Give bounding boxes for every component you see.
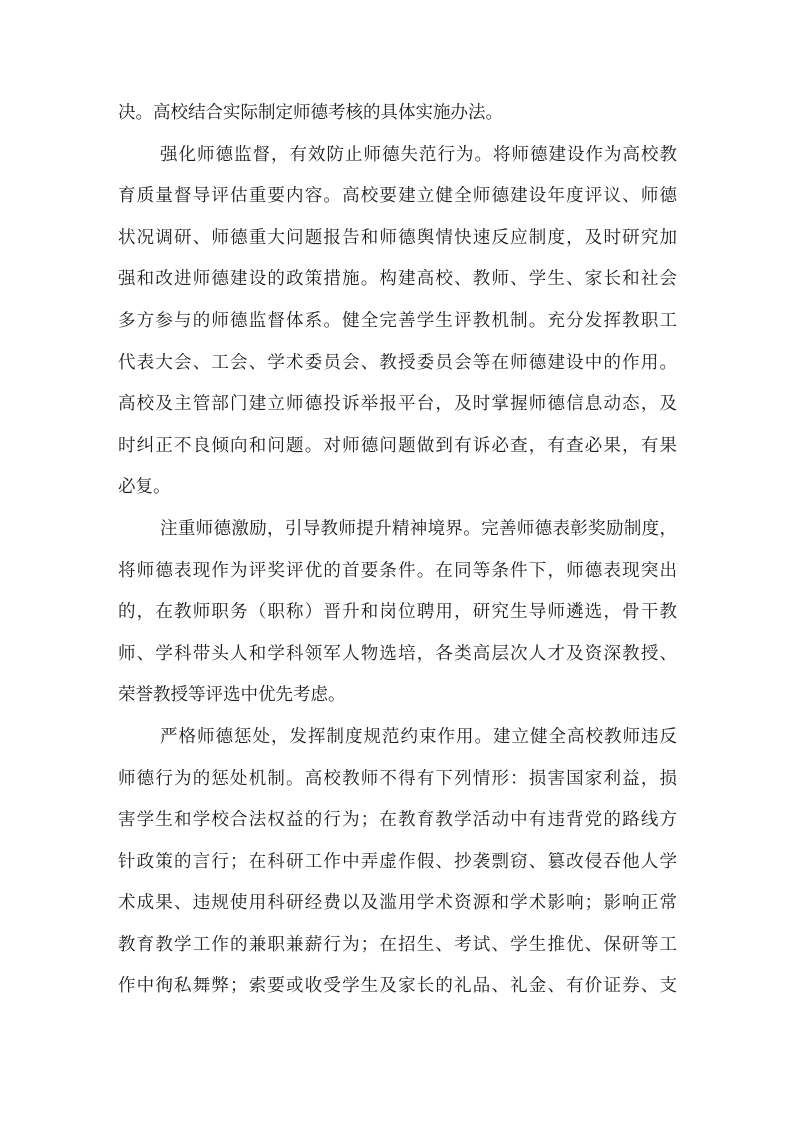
text-line: 师德行为的惩处机制。高校教师不得有下列情形：损害国家利益，损 bbox=[118, 767, 677, 788]
text-line: 高校及主管部门建立师德投诉举报平台，及时掌握师德信息动态，及 bbox=[118, 393, 677, 414]
text-line: 强和改进师德建设的政策措施。构建高校、教师、学生、家长和社会 bbox=[118, 268, 677, 289]
paragraph bbox=[118, 716, 677, 1007]
text-line: 将师德表现作为评奖评优的首要条件。在同等条件下，师德表现突出 bbox=[118, 559, 677, 580]
text-line: 教育教学工作的兼职兼薪行为；在招生、考试、学生推优、保研等工 bbox=[118, 933, 677, 954]
text-line: 害学生和学校合法权益的行为；在教育教学活动中有违背党的路线方 bbox=[118, 809, 677, 830]
document-text-block bbox=[118, 92, 677, 1007]
text-line: 注重师德激励，引导教师提升精神境界。完善师德表彰奖励制度， bbox=[160, 517, 677, 538]
text-line: 术成果、违规使用科研经费以及滥用学术资源和学术影响；影响正常 bbox=[118, 892, 677, 913]
text-line: 强化师德监督，有效防止师德失范行为。将师德建设作为高校教 bbox=[160, 143, 677, 164]
paragraph bbox=[118, 134, 677, 508]
text-line: 时纠正不良倾向和问题。对师德问题做到有诉必查，有查必果，有果 bbox=[118, 434, 677, 455]
text-line: 的，在教师职务（职称）晋升和岗位聘用，研究生导师遴选，骨干教 bbox=[118, 601, 677, 622]
text-line: 育质量督导评估重要内容。高校要建立健全师德建设年度评议、师德 bbox=[118, 185, 677, 206]
paragraph bbox=[118, 92, 677, 134]
text-line: 状况调研、师德重大问题报告和师德舆情快速反应制度，及时研究加 bbox=[118, 226, 677, 247]
text-line: 严格师德惩处，发挥制度规范约束作用。建立健全高校教师违反 bbox=[160, 725, 677, 746]
text-line: 多方参与的师德监督体系。健全完善学生评教机制。充分发挥教职工 bbox=[118, 309, 677, 330]
text-line: 针政策的言行；在科研工作中弄虚作假、抄袭剽窃、篡改侵吞他人学 bbox=[118, 850, 677, 871]
text-line: 作中徇私舞弊；索要或收受学生及家长的礼品、礼金、有价证券、支 bbox=[118, 975, 677, 996]
text-line: 荣誉教授等评选中优先考虑。 bbox=[118, 684, 346, 705]
text-line: 必复。 bbox=[118, 476, 171, 497]
text-line: 代表大会、工会、学术委员会、教授委员会等在师德建设中的作用。 bbox=[118, 351, 677, 372]
text-line: 师、学科带头人和学科领军人物选培，各类高层次人才及资深教授、 bbox=[118, 642, 677, 663]
text-line: 决。高校结合实际制定师德考核的具体实施办法。 bbox=[118, 102, 503, 122]
paragraph bbox=[118, 508, 677, 716]
